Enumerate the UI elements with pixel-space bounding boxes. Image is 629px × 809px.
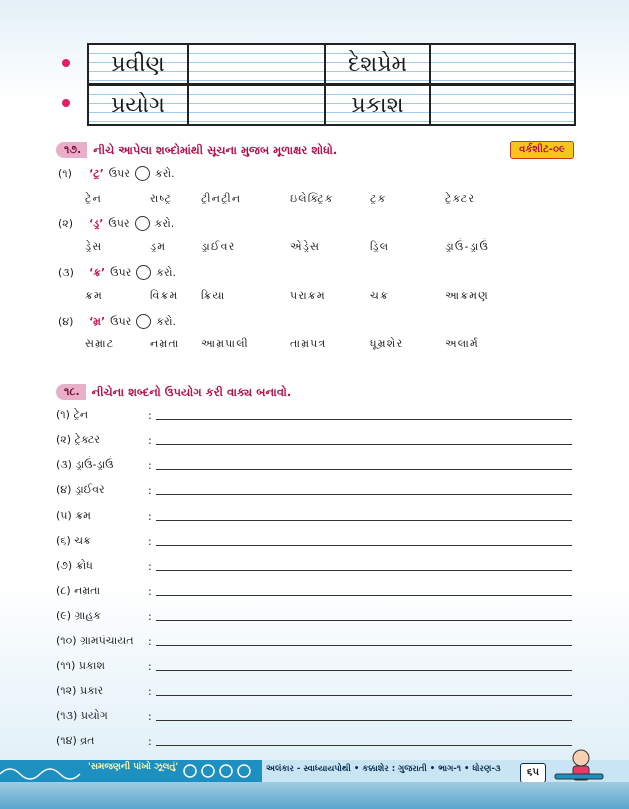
subquestion-2 xyxy=(58,216,174,231)
word: આક્રમણ xyxy=(445,289,489,302)
writing-rule xyxy=(156,570,572,571)
answer-line[interactable] xyxy=(56,402,572,424)
circle-icon xyxy=(135,166,150,181)
page-number: ૬૫ xyxy=(520,763,546,783)
target-letter: ‘ટ્ર’ xyxy=(89,166,104,180)
answer-line[interactable] xyxy=(56,578,572,600)
word: વિક્રમ xyxy=(150,289,179,302)
writing-rule xyxy=(156,695,572,696)
writing-rule xyxy=(156,545,572,546)
item-label: (૧૧) પ્રકાશ xyxy=(56,659,105,672)
answer-line[interactable] xyxy=(56,603,572,625)
item-label: (૧૪) વ્રત xyxy=(56,734,95,747)
subquestion-4 xyxy=(58,314,176,329)
item-label: (૧૦) ગ્રામપંચાયત xyxy=(56,634,134,647)
word: અલાર્મ xyxy=(445,337,479,350)
item-label: (૫) ક્રમ xyxy=(56,509,91,522)
bullet xyxy=(62,59,70,67)
target-letter: ‘ક્ર’ xyxy=(89,265,106,279)
writing-rule xyxy=(156,745,572,746)
item-label: (૧૩) પ્રયોગ xyxy=(56,709,108,722)
question-number: ૧૮. xyxy=(56,384,86,400)
writing-cell-word: પ્રવીણ xyxy=(89,45,189,83)
colon: : xyxy=(148,660,152,673)
writing-rule xyxy=(156,670,572,671)
target-letter: ‘ડ્ર’ xyxy=(89,216,104,230)
instruction-on: ઉપર xyxy=(110,265,132,279)
writing-rule xyxy=(156,720,572,721)
writing-rule xyxy=(156,444,572,445)
question-text: નીચેના શબ્દનો ઉપયોગ કરી વાક્ય બનાવો. xyxy=(91,384,292,399)
colon: : xyxy=(148,535,152,548)
word: ટ્રક xyxy=(370,192,387,205)
word: ટ્રીનટ્રીન xyxy=(201,192,242,205)
item-label: (૧) ટ્રેન xyxy=(56,408,89,421)
question-18-header xyxy=(56,383,291,401)
writing-rule xyxy=(156,494,572,495)
answer-line[interactable] xyxy=(56,653,572,675)
word: ડ્રમ xyxy=(150,240,167,253)
colon: : xyxy=(148,510,152,523)
word: ટ્રેન xyxy=(85,192,102,205)
word: એડ્રેસ xyxy=(290,240,321,253)
word: ડ્રેસ xyxy=(85,240,103,253)
subquestion-number: (૧) xyxy=(58,166,72,180)
instruction-on: ઉપર xyxy=(108,216,130,230)
circle-icon xyxy=(136,314,151,329)
circle-icon xyxy=(135,216,150,231)
writing-rule xyxy=(156,419,572,420)
writing-cell-word: દેશપ્રેમ xyxy=(326,45,431,83)
writing-cell-blank xyxy=(189,86,326,124)
writing-cell-blank xyxy=(189,45,326,83)
answer-line[interactable] xyxy=(56,477,572,499)
answer-line[interactable] xyxy=(56,728,572,750)
item-label: (૩) ડ્રાઉં-ડ્રાઉં xyxy=(56,458,114,471)
word: ડ્રાઈવર xyxy=(201,240,236,253)
word: ડ્રિલ xyxy=(370,240,390,253)
colon: : xyxy=(148,409,152,422)
footer xyxy=(0,754,629,809)
writing-box-row xyxy=(87,84,576,126)
writing-rule xyxy=(156,469,572,470)
word: ચક્ર xyxy=(370,289,389,302)
answer-line[interactable] xyxy=(56,703,572,725)
colon: : xyxy=(148,560,152,573)
item-label: (૧૨) પ્રકાર xyxy=(56,684,104,697)
worksheet-badge: વર્કશીટ-૦૯ xyxy=(510,141,574,159)
writing-cell-word: પ્રયોગ xyxy=(89,86,189,124)
instruction-on: ઉપર xyxy=(110,314,132,328)
colon: : xyxy=(148,459,152,472)
colon: : xyxy=(148,710,152,723)
answer-line[interactable] xyxy=(56,628,572,650)
item-label: (૮) નમ્રતા xyxy=(56,584,101,597)
word: તામ્રપત્ર xyxy=(290,337,327,350)
item-label: (૨) ટ્રેક્ટર xyxy=(56,433,100,446)
colon: : xyxy=(148,635,152,648)
circle-icon xyxy=(136,265,151,280)
answer-line[interactable] xyxy=(56,503,572,525)
subquestion-3 xyxy=(58,265,176,280)
instruction-do: કરો. xyxy=(156,314,176,328)
instruction-do: કરો. xyxy=(154,166,175,180)
item-label: (૪) ડ્રાઈવર xyxy=(56,483,105,496)
word: રાષ્ટ્ર xyxy=(150,192,173,205)
subquestion-number: (૪) xyxy=(58,314,74,328)
word: આમ્રપાલી xyxy=(201,337,249,350)
word: ધૂમ્રશેર xyxy=(370,337,404,350)
subquestion-1 xyxy=(58,166,175,181)
writing-rule xyxy=(156,520,572,521)
item-label: (૭) ક્રોધ xyxy=(56,559,93,572)
footer-book-info: અલંકાર - સ્વાધ્યાયપોથી • કક્કાશેર : ગુજરાતી • ભાગ-૧ • ધોરણ-૩ xyxy=(266,764,501,774)
word: ક્રિયા xyxy=(201,289,226,302)
writing-rule xyxy=(156,620,572,621)
instruction-do: કરો. xyxy=(156,265,176,279)
subquestion-number: (૩) xyxy=(58,265,74,279)
word: ટ્રેક્ટર xyxy=(445,192,476,205)
item-label: (૯) ગ્રાહક xyxy=(56,609,101,622)
target-letter: ‘મ્ર’ xyxy=(89,314,106,328)
footer-lower-band xyxy=(0,782,629,809)
footer-motto: 'સમજણની પાંખો ઝૂલતું' xyxy=(88,762,179,772)
word: નમ્રતા xyxy=(150,337,180,350)
colon: : xyxy=(148,610,152,623)
colon: : xyxy=(148,434,152,447)
item-label: (૬) ચક્ર xyxy=(56,534,91,547)
instruction-on: ઉપર xyxy=(108,166,130,180)
writing-rule xyxy=(156,595,572,596)
question-number: ૧૭. xyxy=(56,142,87,158)
colon: : xyxy=(148,735,152,748)
word: ડ્રાઉં-ડ્રાઉં xyxy=(445,240,490,253)
word: ક્રમ xyxy=(85,289,103,302)
writing-rule xyxy=(156,645,572,646)
answer-line[interactable] xyxy=(56,553,572,575)
question-17-header xyxy=(56,141,337,159)
question-text: નીચે આપેલા શબ્દોમાંથી સૂચના મુજબ મૂળાક્ષર શોધો. xyxy=(93,142,338,157)
colon: : xyxy=(148,484,152,497)
word: ઇલેક્ટ્રિક xyxy=(290,192,334,205)
bullet xyxy=(62,99,70,107)
answer-line[interactable] xyxy=(56,452,572,474)
colon: : xyxy=(148,685,152,698)
word: સમ્રાટ xyxy=(85,337,115,350)
writing-cell-word: પ્રકાશ xyxy=(326,86,431,124)
answer-line[interactable] xyxy=(56,678,572,700)
answer-line[interactable] xyxy=(56,528,572,550)
writing-box-row xyxy=(87,43,576,85)
word: પરાક્રમ xyxy=(290,289,326,302)
colon: : xyxy=(148,585,152,598)
instruction-do: કરો. xyxy=(154,216,175,230)
answer-line[interactable] xyxy=(56,427,572,449)
subquestion-number: (૨) xyxy=(58,216,74,230)
